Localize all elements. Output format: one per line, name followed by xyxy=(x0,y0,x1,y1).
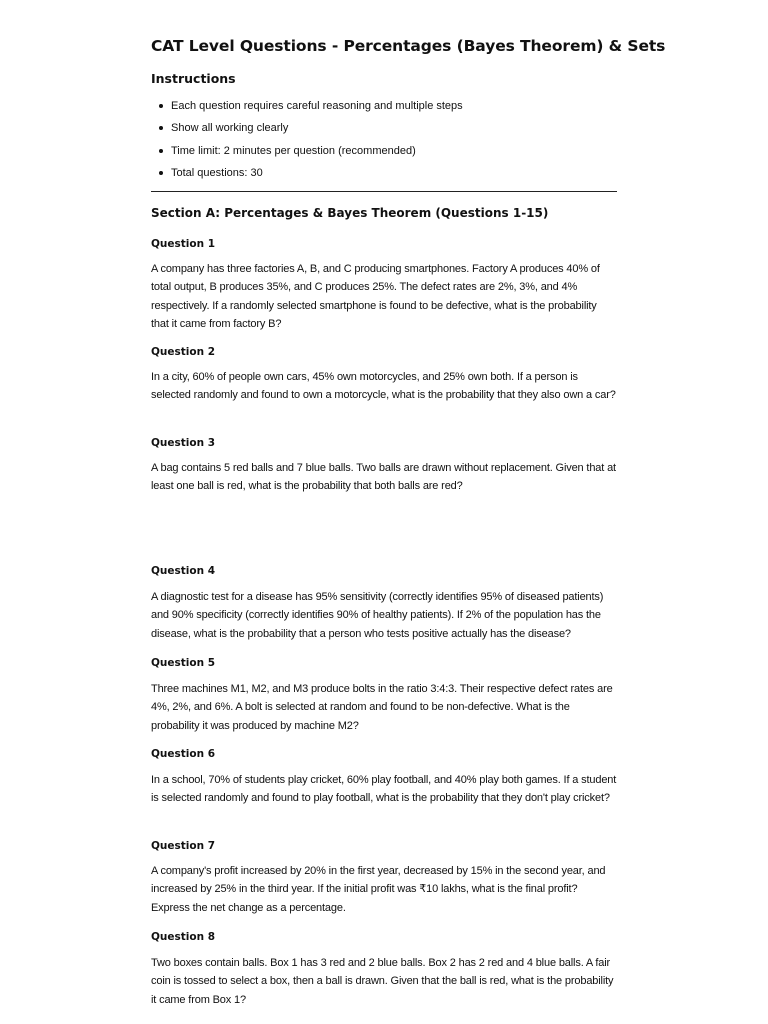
question-8-text: Two boxes contain balls. Box 1 has 3 red and 2 blue balls. Box 2 has 2 red and 4 blue balls. A fair coin is tossed to select a box, then a ball is drawn. Given that the ball is red, what is the probability it came from Box 1? xyxy=(151,957,614,1006)
instruction-item xyxy=(151,120,463,142)
instruction-text: Show all working clearly xyxy=(171,122,289,135)
question-4-heading: Question 4 xyxy=(151,565,216,577)
question-5-heading: Question 5 xyxy=(151,657,216,669)
instructions-list xyxy=(151,98,463,187)
section-divider xyxy=(151,191,617,192)
question-3-heading: Question 3 xyxy=(151,437,216,449)
question-1-heading: Question 1 xyxy=(151,238,216,250)
section-a-heading: Section A: Percentages & Bayes Theorem (Questions 1-15) xyxy=(151,206,549,220)
instruction-item xyxy=(151,143,463,165)
question-7-text: A company's profit increased by 20% in the first year, decreased by 15% in the second year, and increased by 25% in the third year. If the initial profit was ₹10 lakhs, what is the final profit? Express the net change as a percentage. xyxy=(151,865,606,914)
instruction-text: Total questions: 30 xyxy=(171,166,263,179)
bullet-icon xyxy=(159,171,163,175)
question-8-heading: Question 8 xyxy=(151,931,216,943)
question-1-text: A company has three factories A, B, and C producing smartphones. Factory A produces 40% of total output, B produces 35%, and C produces 25%. The defect rates are 2%, 3%, and 4% respectively. If a randomly selected smartphone is found to be defective, what is the probability that it came from factory B? xyxy=(151,263,600,331)
instruction-text: Time limit: 2 minutes per question (recommended) xyxy=(171,144,416,157)
bullet-icon xyxy=(159,104,163,108)
instruction-item xyxy=(151,98,463,120)
question-2-text: In a city, 60% of people own cars, 45% own motorcycles, and 25% own both. If a person is selected randomly and found to own a motorcycle, what is the probability that they also own a car? xyxy=(151,371,616,402)
question-4-text: A diagnostic test for a disease has 95% sensitivity (correctly identifies 95% of diseased patients) and 90% specificity (correctly identifies 90% of healthy patients). If 2% of the population has the disease, what is the probability that a person who tests positive actually has the disease? xyxy=(151,591,604,640)
question-5-text: Three machines M1, M2, and M3 produce bolts in the ratio 3:4:3. Their respective defect rates are 4%, 2%, and 6%. A bolt is selected at random and found to be non-defective. What is the probability it was produced by machine M2? xyxy=(151,683,613,732)
instruction-text: Each question requires careful reasoning and multiple steps xyxy=(171,100,463,112)
bullet-icon xyxy=(159,126,163,130)
question-3-text: A bag contains 5 red balls and 7 blue balls. Two balls are drawn without replacement. Given that at least one ball is red, what is the probability that both balls are red? xyxy=(151,462,616,493)
bullet-icon xyxy=(159,149,163,153)
question-2-heading: Question 2 xyxy=(151,346,216,358)
instruction-item xyxy=(151,165,463,187)
question-6-heading: Question 6 xyxy=(151,748,216,760)
document-title: CAT Level Questions - Percentages (Bayes Theorem) & Sets xyxy=(151,37,666,55)
instructions-heading: Instructions xyxy=(151,71,236,86)
question-6-text: In a school, 70% of students play cricket, 60% play football, and 40% play both games. If a student is selected randomly and found to play football, what is the probability that they don't play cricket? xyxy=(151,774,617,805)
question-7-heading: Question 7 xyxy=(151,840,216,852)
